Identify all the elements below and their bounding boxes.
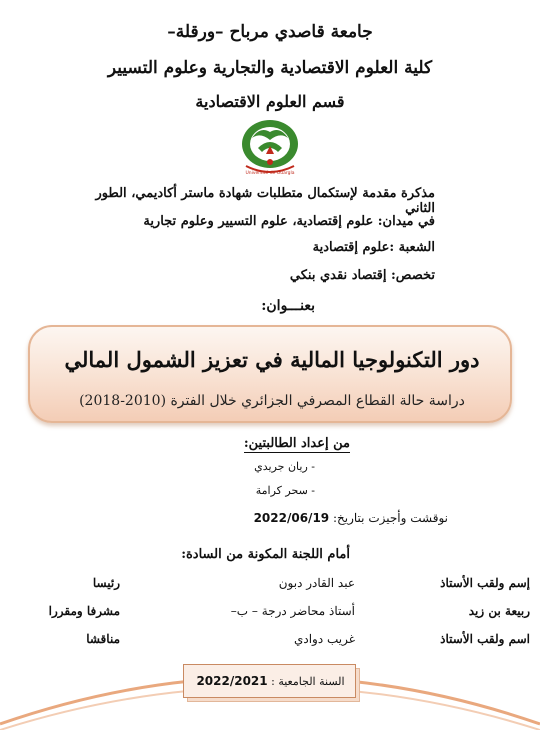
thesis-branch: الشعبة :علوم إقتصادية [312,240,435,255]
department-name: قسم العلوم الاقتصادية [195,92,345,111]
student-name: - ريان جريدي [254,460,315,473]
committee-role: مناقشا [86,632,120,646]
committee-row [0,576,540,596]
committee-label: أمام اللجنة المكونة من السادة: [181,547,350,562]
academic-year-label: السنة الجامعية : [271,675,345,688]
prepared-by-label: من إعداد الطالبتين: [243,436,350,451]
faculty-name: كلية العلوم الاقتصادية والتجارية وعلوم التسيير [107,58,433,78]
defense-label: نوقشت وأجيزت بتاريخ: [332,511,448,525]
academic-year-box [183,664,356,698]
title-label: بعنـــوان: [261,298,315,314]
committee-role: مشرفا ومقررا [48,604,120,618]
thesis-title: دور التكنولوجيا المالية في تعزيز الشمول المالي [64,347,480,372]
student-name: - سحر كرامة [255,484,315,497]
committee-name: أستاذ محاضر درجة – ب– [230,604,355,618]
defense-date: 2022/06/19 [253,511,330,525]
thesis-specialty: تخصص: إقتصاد نقدي بنكي [289,268,435,283]
committee-role: رئيسا [92,576,120,590]
university-name: جامعة قاصدي مرباح –ورقلة– [167,22,373,42]
committee-name: عبد القادر دبون [278,576,355,590]
thesis-field: في ميدان: علوم إقتصادية، علوم التسيير وعلوم تجارية [143,214,435,229]
thesis-purpose: مذكرة مقدمة لإستكمال متطلبات شهادة ماستر أكاديمي، الطور الثاني [95,186,435,216]
university-emblem-icon [238,118,302,176]
committee-position: إسم ولقب الأستاذ [440,576,530,590]
academic-year-value: 2022/2021 [196,674,268,688]
defense-line [254,511,448,525]
committee-position: ربيعة بن زيد [468,604,530,618]
thesis-subtitle: دراسة حالة القطاع المصرفي الجزائري خلال الفترة (2010-2018) [79,393,465,409]
committee-row [0,604,540,624]
committee-position: اسم ولقب الأستاذ [440,632,530,646]
logo-caption: Université de Ouargla [245,171,295,176]
title-box [28,325,512,423]
academic-year [184,674,357,688]
committee-name: غريب دوادي [293,632,355,646]
